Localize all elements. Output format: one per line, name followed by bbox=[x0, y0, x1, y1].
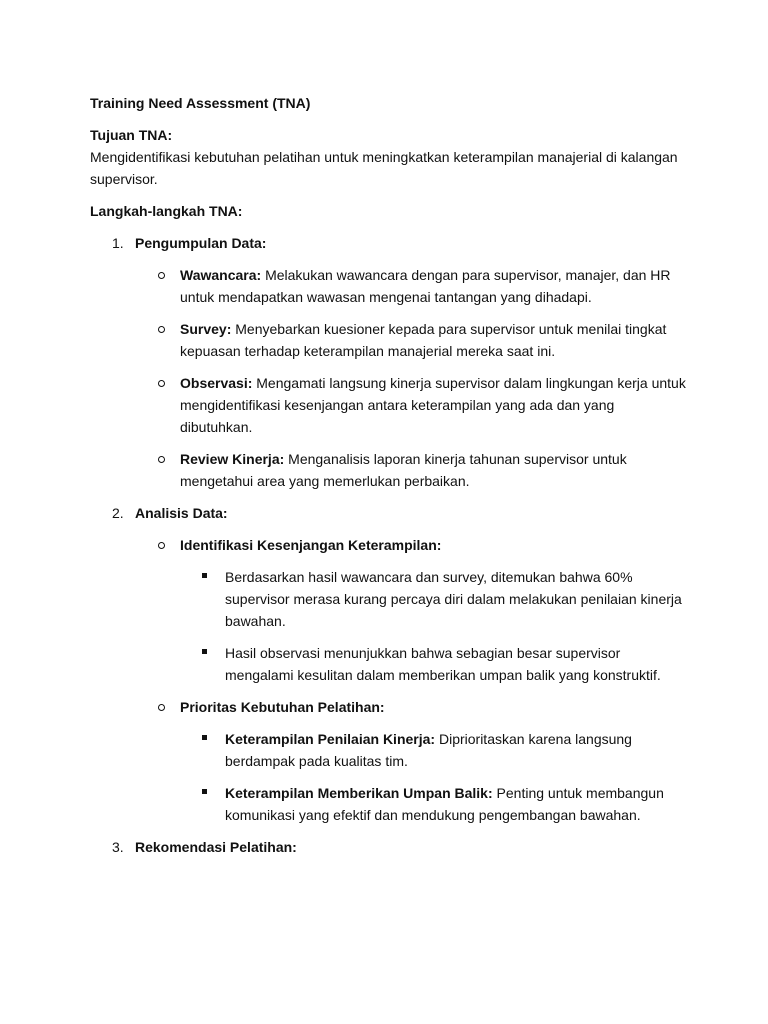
training-priority-list bbox=[180, 728, 690, 826]
circle-bullet-icon bbox=[158, 380, 165, 387]
step-item-data-analysis bbox=[90, 502, 690, 826]
analysis-label: Prioritas Kebutuhan Pelatihan: bbox=[180, 699, 385, 715]
step-title: Analisis Data: bbox=[135, 505, 228, 521]
circle-bullet-icon bbox=[158, 542, 165, 549]
square-bullet-icon bbox=[202, 649, 207, 654]
method-label: Wawancara: bbox=[180, 267, 262, 283]
analysis-label: Identifikasi Kesenjangan Keterampilan: bbox=[180, 537, 442, 553]
step-item-data-collection bbox=[90, 232, 690, 492]
square-bullet-icon bbox=[202, 789, 207, 794]
circle-bullet-icon bbox=[158, 456, 165, 463]
priority-label: Keterampilan Memberikan Umpan Balik: bbox=[225, 785, 493, 801]
method-text: Melakukan wawancara dengan para supervisor, manajer, dan HR untuk mendapatkan wawasan mengenai tantangan yang dihadapi. bbox=[180, 267, 671, 305]
priority-item bbox=[180, 782, 690, 826]
finding-item bbox=[180, 642, 690, 686]
finding-text: Berdasarkan hasil wawancara dan survey, ditemukan bahwa 60% supervisor merasa kurang percaya diri dalam melakukan penilaian kinerja bawahan. bbox=[225, 569, 682, 629]
analysis-item-skill-gap bbox=[135, 534, 690, 686]
circle-bullet-icon bbox=[158, 326, 165, 333]
analysis-item-training-priority bbox=[135, 696, 690, 826]
step-number: 1. bbox=[112, 235, 124, 251]
priority-text: Diprioritaskan karena langsung berdampak pada kualitas tim. bbox=[225, 731, 632, 769]
method-item-performance-review bbox=[135, 448, 690, 492]
finding-text: Hasil observasi menunjukkan bahwa sebagian besar supervisor mengalami kesulitan dalam memberikan umpan balik yang konstruktif. bbox=[225, 645, 661, 683]
step-number: 3. bbox=[112, 839, 124, 855]
purpose-heading: Tujuan TNA: bbox=[90, 127, 173, 143]
data-collection-methods bbox=[135, 264, 690, 492]
document-title: Training Need Assessment (TNA) bbox=[90, 95, 311, 111]
method-text: Menyebarkan kuesioner kepada para supervisor untuk menilai tingkat kepuasan terhadap keterampilan manajerial mereka saat ini. bbox=[180, 321, 667, 359]
step-item-training-recommendation bbox=[90, 836, 690, 858]
method-label: Review Kinerja: bbox=[180, 451, 285, 467]
priority-text: Penting untuk membangun komunikasi yang efektif dan mendukung pengembangan bawahan. bbox=[225, 785, 664, 823]
method-label: Survey: bbox=[180, 321, 232, 337]
method-item-observation bbox=[135, 372, 690, 438]
method-text: Menganalisis laporan kinerja tahunan supervisor untuk mengetahui area yang memerlukan perbaikan. bbox=[180, 451, 627, 489]
skill-gap-findings bbox=[180, 566, 690, 686]
steps-list bbox=[90, 232, 690, 858]
circle-bullet-icon bbox=[158, 272, 165, 279]
method-label: Observasi: bbox=[180, 375, 253, 391]
method-item-interview bbox=[135, 264, 690, 308]
priority-label: Keterampilan Penilaian Kinerja: bbox=[225, 731, 436, 747]
method-item-survey bbox=[135, 318, 690, 362]
square-bullet-icon bbox=[202, 735, 207, 740]
purpose-text: Mengidentifikasi kebutuhan pelatihan untuk meningkatkan keterampilan manajerial di kalangan supervisor. bbox=[90, 149, 678, 187]
circle-bullet-icon bbox=[158, 704, 165, 711]
steps-heading: Langkah-langkah TNA: bbox=[90, 203, 243, 219]
method-text: Mengamati langsung kinerja supervisor dalam lingkungan kerja untuk mengidentifikasi kesenjangan antara keterampilan yang ada dan yang dibutuhkan. bbox=[180, 375, 686, 435]
square-bullet-icon bbox=[202, 573, 207, 578]
finding-item bbox=[180, 566, 690, 632]
analysis-items bbox=[135, 534, 690, 826]
priority-item bbox=[180, 728, 690, 772]
step-title: Pengumpulan Data: bbox=[135, 235, 267, 251]
step-number: 2. bbox=[112, 505, 124, 521]
document-page bbox=[90, 92, 690, 868]
step-title: Rekomendasi Pelatihan: bbox=[135, 839, 297, 855]
